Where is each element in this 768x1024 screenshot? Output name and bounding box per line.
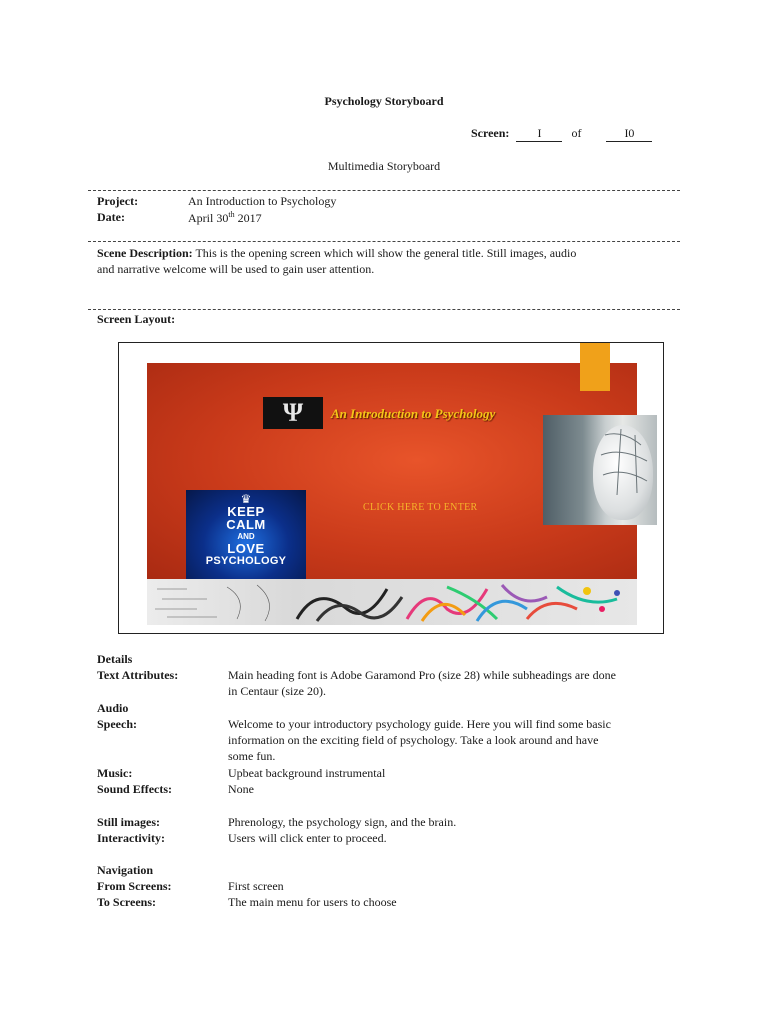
brain-art-icon [147,579,637,625]
navigation-heading: Navigation [97,863,154,877]
music-value: Upbeat background instrumental [228,766,386,780]
slide-title: An Introduction to Psychology [331,406,496,421]
interactivity-label: Interactivity: [97,831,165,845]
keep-calm-line: KEEP [227,504,265,519]
date-day: April 30 [188,211,229,225]
keep-calm-line: PSYCHOLOGY [205,555,287,567]
scene-description [97,245,687,277]
speech-line2: information on the exciting field of psychology. Take a look around and have [228,733,599,747]
text-attributes-line2: in Centaur (size 20). [228,684,326,698]
keep-calm-line: CALM [226,517,266,532]
from-screens-value: First screen [228,879,284,893]
screen-of: of [571,126,582,140]
crown-icon: ♛ [240,492,252,506]
keep-calm-line: LOVE [227,541,265,556]
screen-counter [471,126,652,142]
interactivity-value: Users will click enter to proceed. [228,831,387,845]
brain-art-strip [147,579,637,625]
screen-current: I [516,126,562,142]
sound-effects-value: None [228,782,254,796]
scene-line1: This is the opening screen which will show the general title. Still images, audio [195,246,577,260]
phrenology-lines [543,415,657,525]
to-screens-label: To Screens: [97,895,157,909]
slide-background [147,363,637,579]
project-value: An Introduction to Psychology [188,194,337,208]
page-subtitle: Multimedia Storyboard [327,159,441,173]
still-images-value: Phrenology, the psychology sign, and the brain. [228,815,457,829]
date-value [188,210,262,226]
keep-calm-image [186,490,306,588]
enter-button[interactable]: CLICK HERE TO ENTER [363,502,478,513]
project-label: Project: [97,194,139,208]
from-screens-label: From Screens: [97,879,172,893]
screen-layout-frame [118,342,664,634]
screen-layout-label: Screen Layout: [97,312,176,326]
date-suffix: th [228,210,235,219]
still-images-label: Still images: [97,815,160,829]
divider [88,309,680,310]
sound-effects-label: Sound Effects: [97,782,173,796]
music-label: Music: [97,766,133,780]
page-title: Psychology Storyboard [324,94,444,108]
details-heading: Details [97,652,133,666]
divider [88,241,680,242]
scene-line2: and narrative welcome will be used to gain user attention. [97,262,375,276]
psi-logo [263,397,323,429]
keep-calm-line: AND [237,532,255,541]
text-attributes-label: Text Attributes: [97,668,179,682]
date-label: Date: [97,210,125,224]
divider [88,190,680,191]
psi-icon: Ψ [282,398,304,427]
audio-heading: Audio [97,701,129,715]
scene-label: Scene Description: [97,246,193,260]
to-screens-value: The main menu for users to choose [228,895,397,909]
speech-line1: Welcome to your introductory psychology guide. Here you will find some basic [228,717,611,731]
orange-accent-tab [580,343,610,391]
screen-total: I0 [606,126,652,142]
phrenology-photo [543,415,657,525]
screen-label: Screen: [471,126,510,140]
speech-label: Speech: [97,717,137,731]
text-attributes-line1: Main heading font is Adobe Garamond Pro (size 28) while subheadings are done [228,668,616,682]
speech-line3: some fun. [228,749,276,763]
date-year: 2017 [234,211,262,225]
